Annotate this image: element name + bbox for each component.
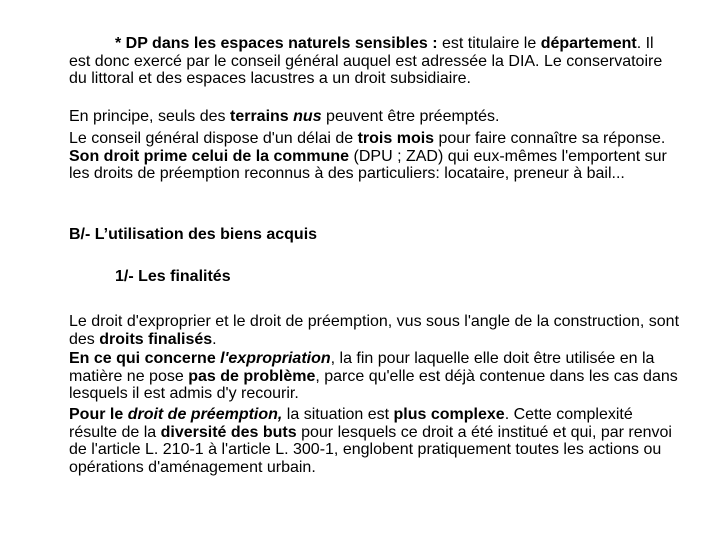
text-span: Le conseil général dispose d'un délai de	[69, 130, 358, 147]
bold-span: droits finalisés	[99, 330, 213, 348]
paragraph-droits-finalises	[69, 313, 679, 348]
text-span: En principe, seuls des	[69, 108, 230, 125]
bold-span: Pour le	[69, 406, 128, 423]
text-span: . Cette complexité résulte de la	[69, 406, 633, 441]
text-span: est titulaire le	[437, 35, 541, 52]
text-span: , la fin pour laquelle elle doit être utilisée en la matière ne pose	[69, 350, 655, 385]
bold-italic-span: droit de préemption,	[127, 406, 283, 423]
bold-italic-span: nus	[293, 108, 322, 125]
bold-span: pas de problème	[188, 367, 316, 385]
text-span: la situation est	[282, 406, 394, 423]
bold-span: En ce qui concerne	[69, 350, 221, 367]
text-span: .	[212, 330, 217, 348]
text-span: peuvent être préemptés.	[321, 108, 500, 125]
paragraph-principe	[69, 108, 679, 126]
bold-span: département	[540, 35, 637, 52]
text-span: pour faire connaître sa réponse.	[434, 130, 666, 147]
dp-heading-text: * DP dans les espaces naturels sensibles :	[115, 35, 438, 52]
paragraph-droit-preemption	[69, 406, 679, 476]
text-span: pour lesquels ce droit a été institué et qui, par renvoi de l'article L. 210-1 à l'article L. 300-1, englobent pratiquement toutes les actions ou opérations d'aménagement urbain.	[69, 423, 672, 476]
bold-span: plus complexe	[393, 406, 505, 423]
paragraph-dp-espaces-naturels	[69, 35, 679, 88]
bold-span: Son droit prime celui de la commune	[69, 147, 350, 165]
text-span: Le droit d'exproprier et le droit de préemption, vus sous l'angle de la construction, sont des	[69, 313, 680, 348]
subsection-heading-finalites: 1/- Les finalités	[115, 268, 231, 285]
paragraph-expropriation	[69, 350, 679, 403]
text-span: (DPU ; ZAD) qui eux-mêmes l'emportent sur les droits de préemption reconnus à des particuliers: locataire, preneur à bail...	[69, 147, 667, 182]
bold-italic-span: l'expropriation	[220, 350, 331, 367]
bold-span: diversité des buts	[160, 423, 297, 441]
bold-span: terrains	[229, 108, 289, 125]
section-heading-b: B/- L’utilisation des biens acquis	[69, 226, 318, 243]
text-span: , parce qu'elle est déjà contenue dans les cas dans lesquels il est admis d'y recourir.	[69, 367, 678, 402]
text-span: . Il est donc exercé par le conseil général auquel est adressée la DIA. Le conservatoire du littoral et des espaces lacustres a un droit subsidiaire.	[69, 35, 663, 87]
bold-span: trois mois	[357, 130, 435, 147]
paragraph-delai	[69, 130, 679, 183]
